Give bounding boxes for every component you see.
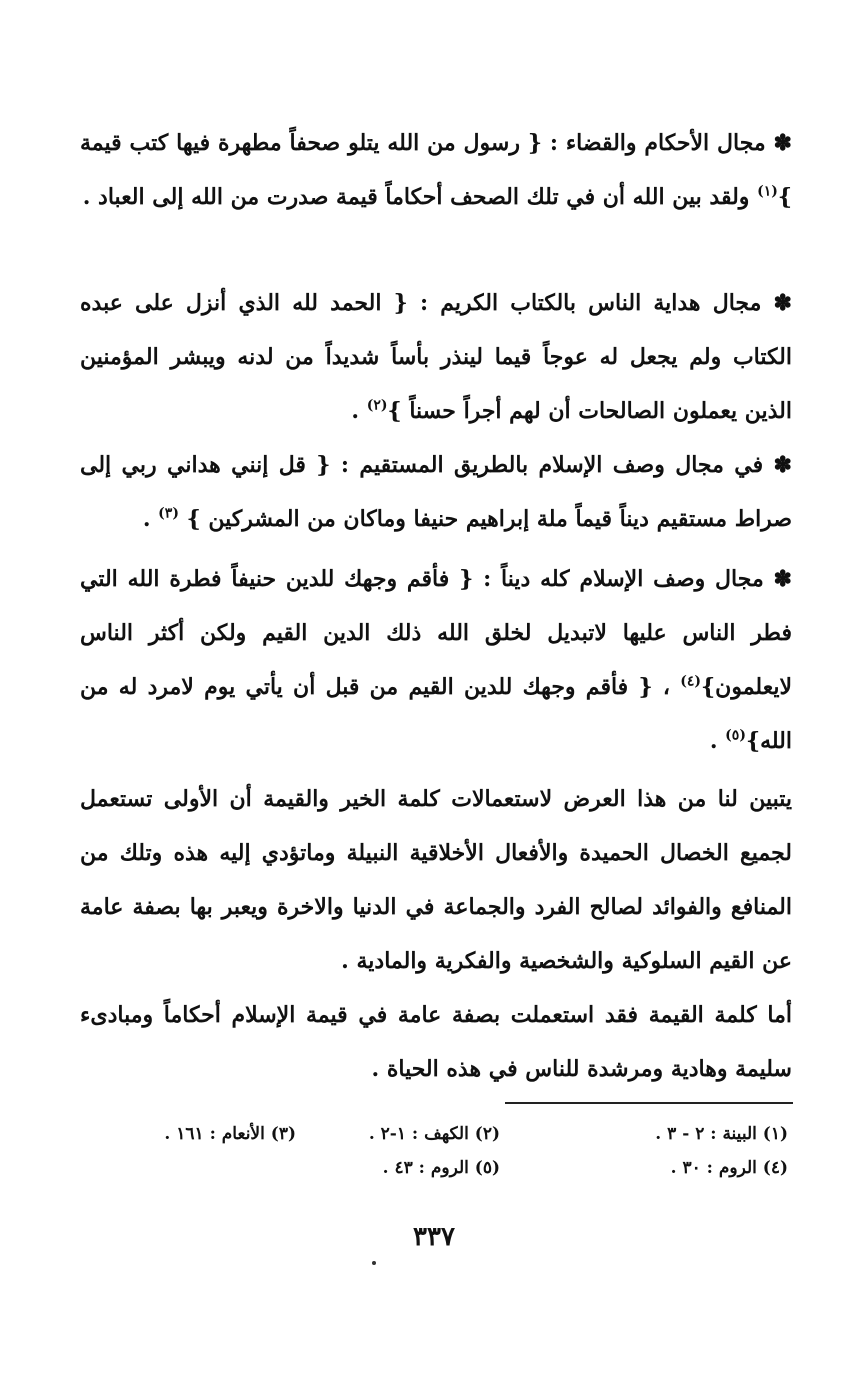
footnote-ref: (٤) xyxy=(680,673,702,690)
paragraph-value xyxy=(80,988,792,1096)
paragraph-conclusion xyxy=(80,772,792,988)
paragraph-text: ، { فأقم وجهك للدين القيم من قبل أن يأتي يوم لامرد له من الله} xyxy=(80,674,792,754)
paragraph-text: ✽ مجال وصف الإسلام كله ديناً : { فأقم وجهك للدين حنيفاً فطرة الله التي فطر الناس عليها لاتبديل لخلق الله ذلك الدين القيم ولكن أكثر الناس لايعلمون} xyxy=(80,566,792,700)
footnote-2: (٢) الكهف : ١-٢ . xyxy=(368,1124,500,1144)
footnote-1: (١) البينة : ٢ - ٣ . xyxy=(655,1124,788,1144)
paragraph-text: ولقد بين الله أن في تلك الصحف أحكاماً قيمة صدرت من الله إلى العباد . xyxy=(82,184,758,210)
paragraph-text: ✽ مجال الأحكام والقضاء : { رسول من الله يتلو صحفاً مطهرة فيها كتب قيمة } xyxy=(80,130,792,210)
footnote-ref: (٥) xyxy=(725,727,746,744)
paragraph-text: يتبين لنا من هذا العرض لاستعمالات كلمة الخير والقيمة أن الأولى تستعمل لجميع الخصال الحميدة والأفعال الأخلاقية النبيلة وماتؤدي إليه هذه وتلك من المنافع والفوائد لصالح الفرد والجماعة في الدنيا والاخرة ويعبر بها بصفة عامة عن القيم السلوكية والشخصية والفكرية والمادية . xyxy=(80,786,792,974)
paragraph-text: ✽ في مجال وصف الإسلام بالطريق المستقيم : { قل إنني هداني ربي إلى صراط مستقيم ديناً قيماً ملة إبراهيم حنيفا وماكان من المشركين } xyxy=(80,452,792,532)
paragraph-whole-religion xyxy=(80,552,792,768)
print-speck xyxy=(372,1261,376,1265)
footnote-divider xyxy=(505,1102,793,1104)
paragraph-text: . xyxy=(709,728,726,754)
footnote-3: (٣) الأنعام : ١٦١ . xyxy=(164,1124,296,1144)
paragraph-text: . xyxy=(142,506,159,532)
footnote-ref: (١) xyxy=(757,183,778,200)
footnote-ref: (٣) xyxy=(158,505,179,522)
paragraph-guidance xyxy=(80,276,792,438)
paragraph-text: ✽ مجال هداية الناس بالكتاب الكريم : { الحمد لله الذي أنزل على عبده الكتاب ولم يجعل له عوجاً قيما لينذر بأساً شديداً من لدنه ويبشر المؤمنين الذين يعملون الصالحات أن لهم أجراً حسناً } xyxy=(80,290,792,424)
footnote-ref: (٢) xyxy=(366,397,388,414)
footnote-5: (٥) الروم : ٤٣ . xyxy=(382,1158,500,1178)
paragraph-judgment xyxy=(80,116,792,224)
page-number: ٣٣٧ xyxy=(413,1222,455,1252)
paragraph-straight-path xyxy=(80,438,792,546)
paragraph-text: أما كلمة القيمة فقد استعملت بصفة عامة في قيمة الإسلام أحكاماً ومبادىء سليمة وهادية ومرشدة للناس في هذه الحياة . xyxy=(80,1002,792,1082)
paragraph-text: . xyxy=(351,398,367,424)
footnote-4: (٤) الروم : ٣٠ . xyxy=(670,1158,788,1178)
